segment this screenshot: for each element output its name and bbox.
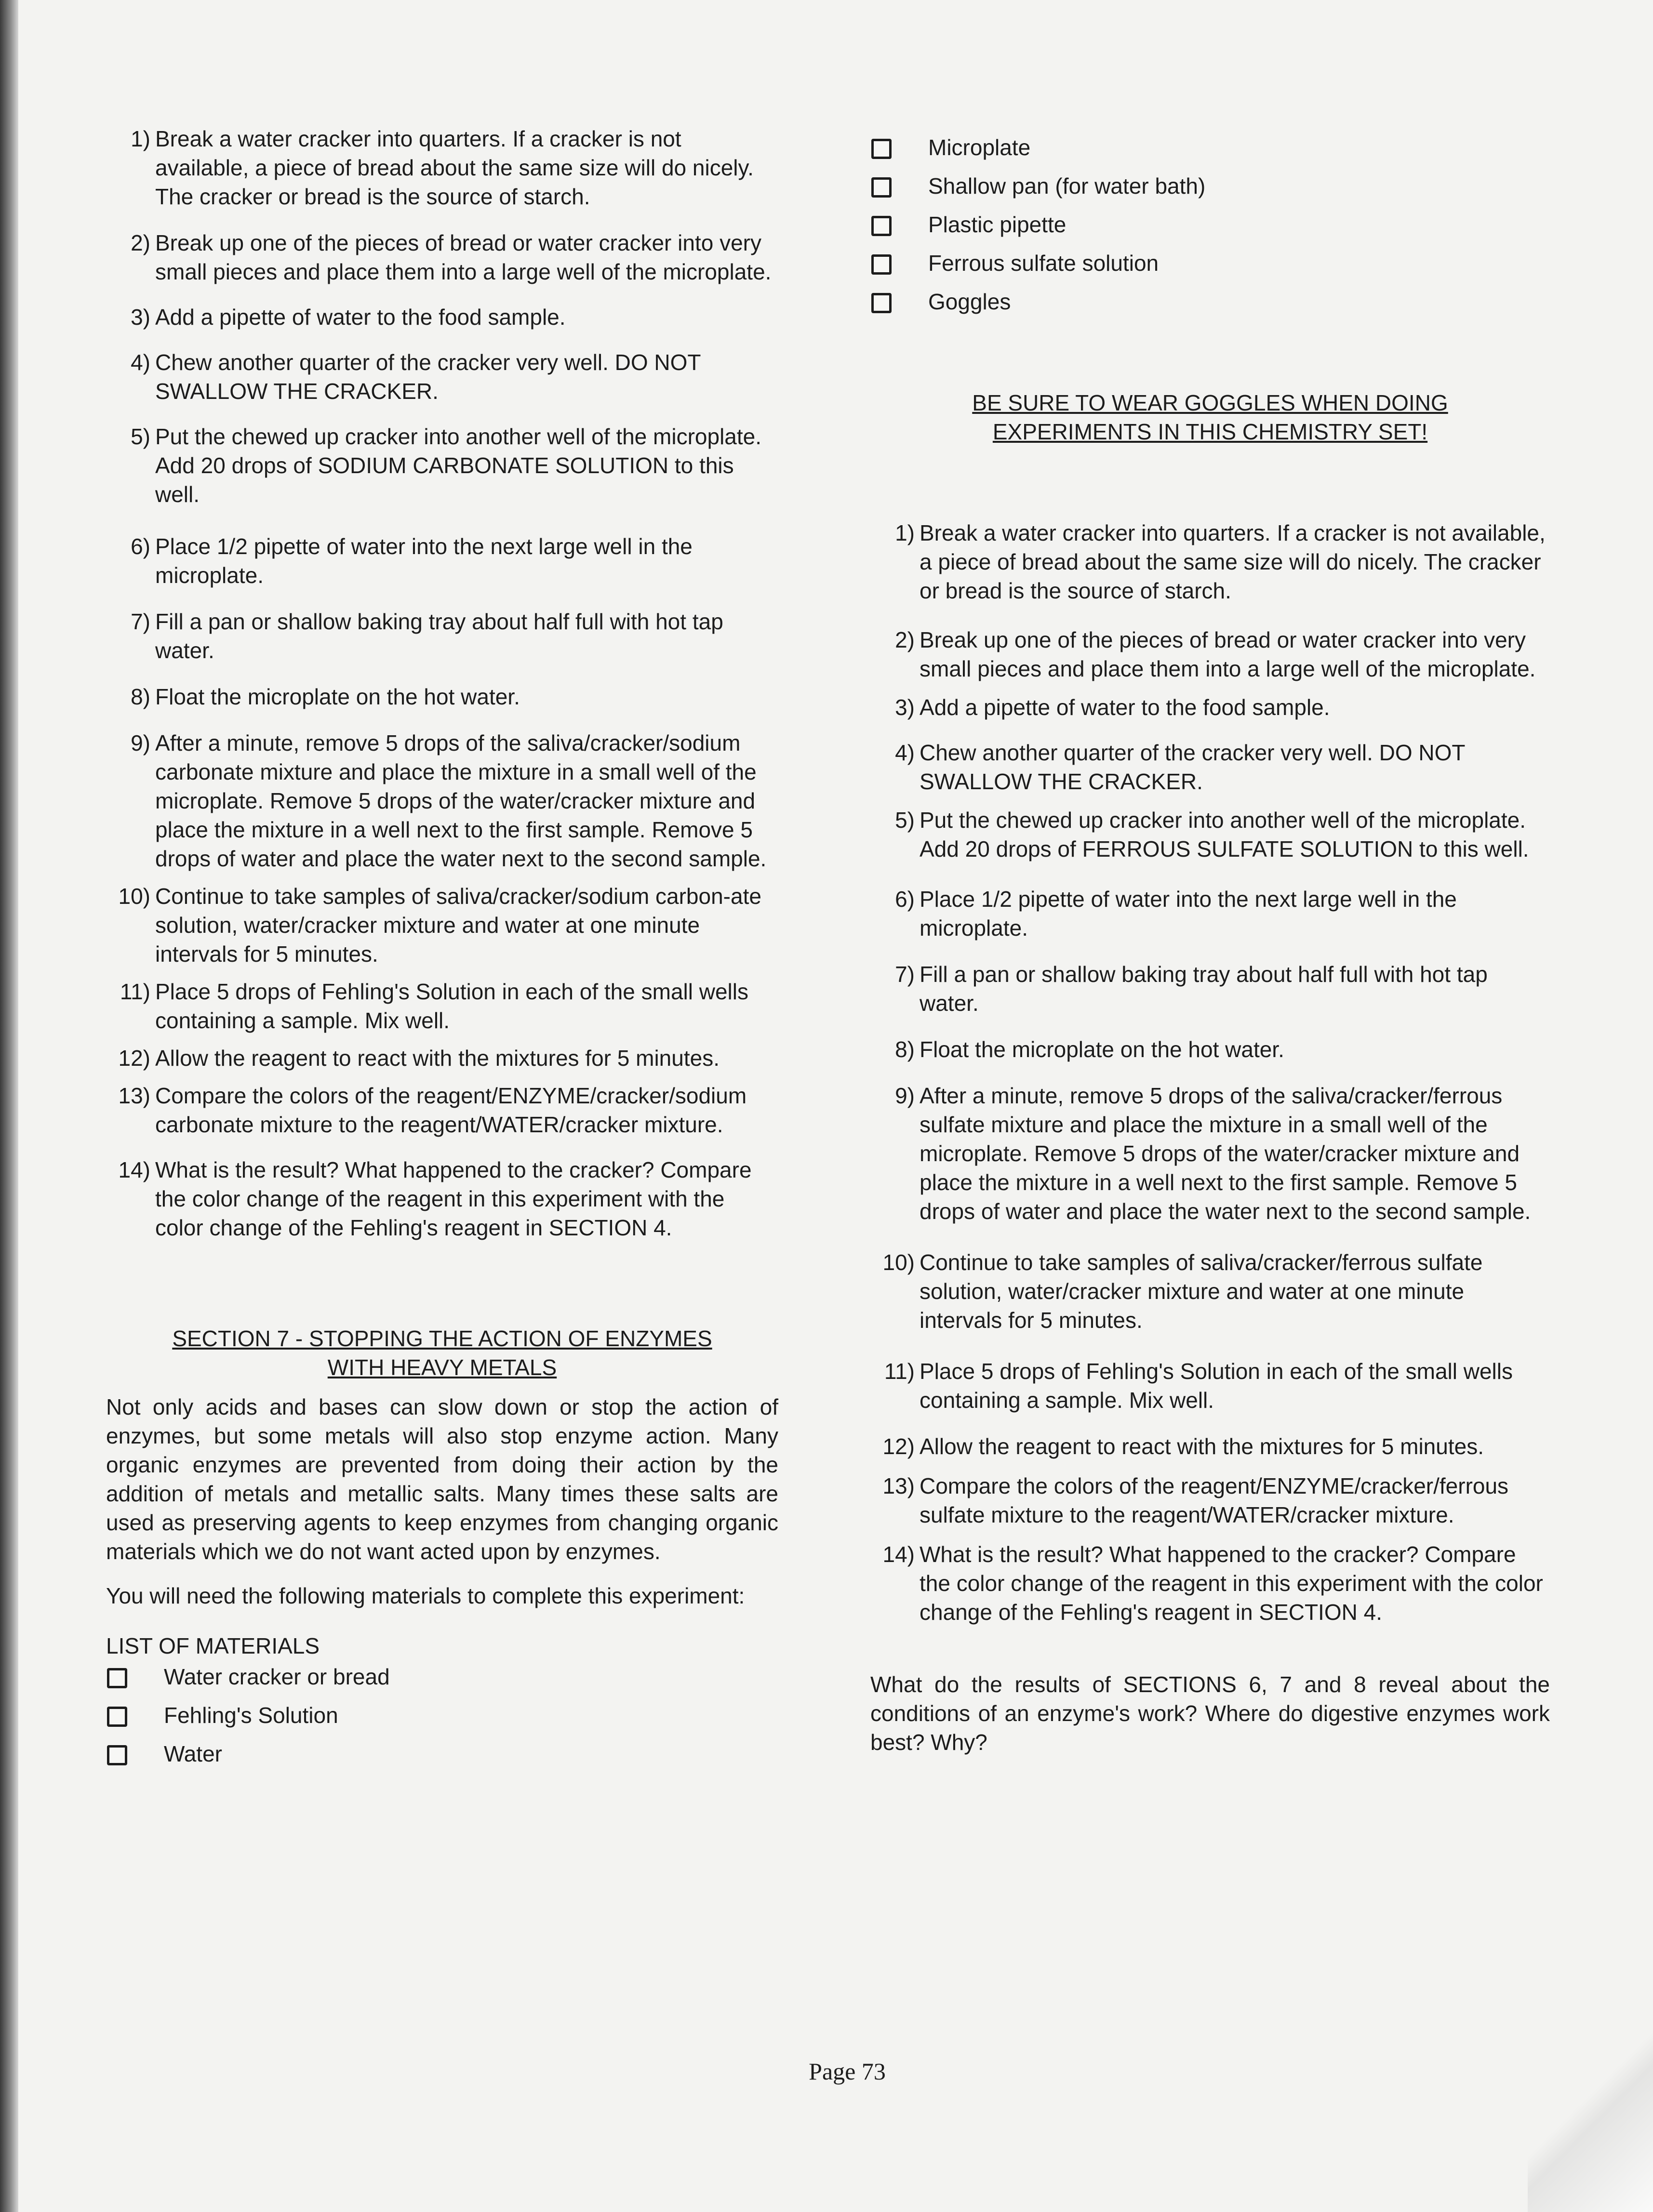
step-text: Place 5 drops of Fehling's Solution in each of the small wells containing a sample. Mix well.	[155, 979, 748, 1033]
left-column	[106, 124, 778, 1773]
step-number: 1)	[131, 126, 150, 151]
step-text: Continue to take samples of saliva/cracker/ferrous sulfate solution, water/cracker mixture and water at one minute intervals for 5 minutes.	[920, 1250, 1483, 1333]
material-label: Ferrous sulfate solution	[928, 251, 1159, 276]
right-step-1	[870, 518, 1550, 605]
material-item	[106, 1696, 778, 1735]
step-number: 12)	[882, 1434, 915, 1459]
left-step-9	[106, 729, 778, 873]
checkbox-icon	[871, 293, 892, 313]
step-number: 2)	[131, 230, 150, 255]
step-number: 14)	[118, 1157, 150, 1182]
closing-question: What do the results of SECTIONS 6, 7 and 8 reveal about the conditions of an enzyme's work? Where do digestive enzymes work best? Why?	[870, 1672, 1550, 1755]
step-text: Break up one of the pieces of bread or water cracker into very small pieces and place them into a large well of the microplate.	[920, 627, 1536, 681]
step-number: 10)	[882, 1250, 915, 1275]
right-step-6	[870, 885, 1550, 942]
right-step-2	[870, 625, 1550, 683]
materials-list-title: LIST OF MATERIALS	[106, 1633, 320, 1658]
left-step-10	[106, 882, 778, 968]
left-step-3	[106, 303, 778, 331]
step-number: 14)	[882, 1542, 915, 1567]
step-text: Allow the reagent to react with the mixtures for 5 minutes.	[155, 1046, 720, 1071]
step-text: Add a pipette of water to the food sample.	[155, 305, 566, 330]
left-step-14	[106, 1155, 778, 1242]
right-step-4	[870, 738, 1550, 796]
right-step-8	[870, 1035, 1550, 1064]
step-text: Place 1/2 pipette of water into the next large well in the microplate.	[920, 887, 1457, 940]
step-number: 5)	[895, 808, 915, 833]
step-text: Break up one of the pieces of bread or water cracker into very small pieces and place them into a large well of the microplate.	[155, 230, 772, 284]
step-text: Fill a pan or shallow baking tray about half full with hot tap water.	[920, 962, 1488, 1016]
book-binding-shadow	[0, 0, 18, 2212]
section-7-intro: Not only acids and bases can slow down or stop the action of enzymes, but some metals will also stop enzyme action. Many organic enzymes are prevented from doing their action by the addition of metals and metallic salts. Many times these salts are used as preserving agents to keep enzymes from changing organic materials which we do not want acted upon by enzymes.	[106, 1394, 778, 1564]
left-step-7	[106, 607, 778, 665]
material-label: Fehling's Solution	[164, 1703, 338, 1728]
step-text: Compare the colors of the reagent/ENZYME/cracker/sodium carbonate mixture to the reagent/WATER/cracker mixture.	[155, 1083, 747, 1137]
left-step-2	[106, 228, 778, 286]
right-step-14	[870, 1540, 1550, 1627]
step-text: Chew another quarter of the cracker very well. DO NOT SWALLOW THE CRACKER.	[155, 350, 701, 404]
step-text: What is the result? What happened to the cracker? Compare the color change of the reagent in this experiment with the color change of the Fehling's reagent in SECTION 4.	[920, 1542, 1543, 1625]
left-step-12	[106, 1044, 778, 1073]
step-text: Add a pipette of water to the food sample.	[920, 695, 1330, 720]
material-item	[870, 167, 1550, 205]
step-number: 13)	[882, 1473, 915, 1498]
material-label: Shallow pan (for water bath)	[928, 173, 1206, 199]
step-text: Chew another quarter of the cracker very well. DO NOT SWALLOW THE CRACKER.	[920, 740, 1465, 794]
section-7-heading	[106, 1324, 778, 1382]
right-step-13	[870, 1471, 1550, 1529]
step-text: Continue to take samples of saliva/cracker/sodium carbon-ate solution, water/cracker mixture and water at one minute intervals for 5 minutes.	[155, 884, 761, 967]
step-number: 7)	[131, 609, 150, 634]
material-label: Microplate	[928, 135, 1031, 160]
step-text: Float the microplate on the hot water.	[920, 1037, 1284, 1062]
step-number: 6)	[895, 887, 915, 912]
checkbox-icon	[107, 1745, 127, 1765]
material-label: Water cracker or bread	[164, 1664, 390, 1689]
page-curl-reflection	[1528, 2010, 1653, 2212]
left-step-1	[106, 124, 778, 211]
step-number: 4)	[131, 350, 150, 375]
step-text: Place 5 drops of Fehling's Solution in each of the small wells containing a sample. Mix well.	[920, 1359, 1513, 1413]
material-item	[870, 128, 1550, 167]
step-number: 12)	[118, 1046, 150, 1071]
checkbox-icon	[871, 139, 892, 159]
step-number: 5)	[131, 424, 150, 449]
document-page	[18, 0, 1653, 2212]
step-text: Break a water cracker into quarters. If a cracker is not available, a piece of bread about the same size will do nicely. The cracker or bread is the source of starch.	[920, 520, 1546, 603]
step-text: Put the chewed up cracker into another well of the microplate. Add 20 drops of FERROUS SULFATE SOLUTION to this well.	[920, 808, 1529, 861]
right-step-3	[870, 693, 1550, 722]
step-number: 10)	[118, 884, 150, 909]
step-number: 2)	[895, 627, 915, 652]
goggles-warning-line2: EXPERIMENTS IN THIS CHEMISTRY SET!	[992, 419, 1428, 444]
step-number: 3)	[131, 305, 150, 330]
material-item	[106, 1657, 778, 1696]
step-number: 11)	[120, 979, 150, 1004]
checkbox-icon	[107, 1707, 127, 1727]
goggles-warning	[870, 388, 1550, 446]
page-number: Page 73	[809, 2058, 886, 2085]
checkbox-icon	[871, 216, 892, 236]
right-step-7	[870, 960, 1550, 1018]
step-text: Break a water cracker into quarters. If a cracker is not available, a piece of bread about the same size will do nicely. The cracker or bread is the source of starch.	[155, 126, 754, 209]
step-number: 3)	[895, 695, 915, 720]
right-step-5	[870, 806, 1550, 863]
right-column	[870, 128, 1550, 1757]
material-label: Water	[164, 1741, 222, 1766]
step-number: 11)	[884, 1359, 915, 1384]
step-text: Fill a pan or shallow baking tray about half full with hot tap water.	[155, 609, 723, 663]
left-step-8	[106, 682, 778, 711]
goggles-warning-line1: BE SURE TO WEAR GOGGLES WHEN DOING	[972, 390, 1448, 415]
step-number: 9)	[895, 1083, 915, 1108]
step-number: 13)	[118, 1083, 150, 1108]
step-text: Put the chewed up cracker into another well of the microplate. Add 20 drops of SODIUM CARBONATE SOLUTION to this well.	[155, 424, 762, 507]
checkbox-icon	[107, 1668, 127, 1688]
step-text: After a minute, remove 5 drops of the saliva/cracker/ferrous sulfate mixture and place the mixture in a small well of the microplate. Remove 5 drops of the water/cracker mixture and place the mixture in a well next to the first sample. Remove 5 drops of water and place the water next to the second sample.	[920, 1083, 1531, 1224]
step-number: 1)	[895, 520, 915, 545]
step-number: 9)	[131, 730, 150, 755]
step-text: What is the result? What happened to the cracker? Compare the color change of the reagent in this experiment with the color change of the Fehling's reagent in SECTION 4.	[155, 1157, 752, 1240]
checkbox-icon	[871, 254, 892, 275]
right-step-9	[870, 1081, 1550, 1226]
material-label: Plastic pipette	[928, 212, 1066, 237]
step-number: 4)	[895, 740, 915, 765]
checkbox-icon	[871, 177, 892, 198]
step-number: 8)	[131, 684, 150, 709]
left-step-13	[106, 1081, 778, 1139]
right-step-10	[870, 1248, 1550, 1335]
step-text: Allow the reagent to react with the mixtures for 5 minutes.	[920, 1434, 1484, 1459]
section-7-heading-line1: SECTION 7 - STOPPING THE ACTION OF ENZYMES	[172, 1326, 712, 1351]
left-step-5	[106, 422, 778, 509]
step-number: 6)	[131, 534, 150, 559]
material-item	[870, 244, 1550, 282]
material-item	[870, 205, 1550, 244]
section-7-heading-line2: WITH HEAVY METALS	[327, 1355, 557, 1380]
right-step-12	[870, 1432, 1550, 1461]
step-text: After a minute, remove 5 drops of the saliva/cracker/sodium carbonate mixture and place the mixture in a small well of the microplate. Remove 5 drops of the water/cracker mixture and place the mixture in a well next to the first sample. Remove 5 drops of water and place the water next to the second sample.	[155, 730, 767, 871]
step-text: Float the microplate on the hot water.	[155, 684, 520, 709]
material-item	[870, 282, 1550, 321]
left-step-11	[106, 977, 778, 1035]
step-number: 8)	[895, 1037, 915, 1062]
material-label: Goggles	[928, 289, 1011, 314]
left-step-4	[106, 348, 778, 406]
materials-needed-text: You will need the following materials to complete this experiment:	[106, 1583, 745, 1608]
right-step-11	[870, 1357, 1550, 1415]
step-text: Place 1/2 pipette of water into the next large well in the microplate.	[155, 534, 693, 588]
left-step-6	[106, 532, 778, 590]
step-text: Compare the colors of the reagent/ENZYME/cracker/ferrous sulfate mixture to the reagent/WATER/cracker mixture.	[920, 1473, 1509, 1527]
material-item	[106, 1735, 778, 1773]
step-number: 7)	[895, 962, 915, 987]
